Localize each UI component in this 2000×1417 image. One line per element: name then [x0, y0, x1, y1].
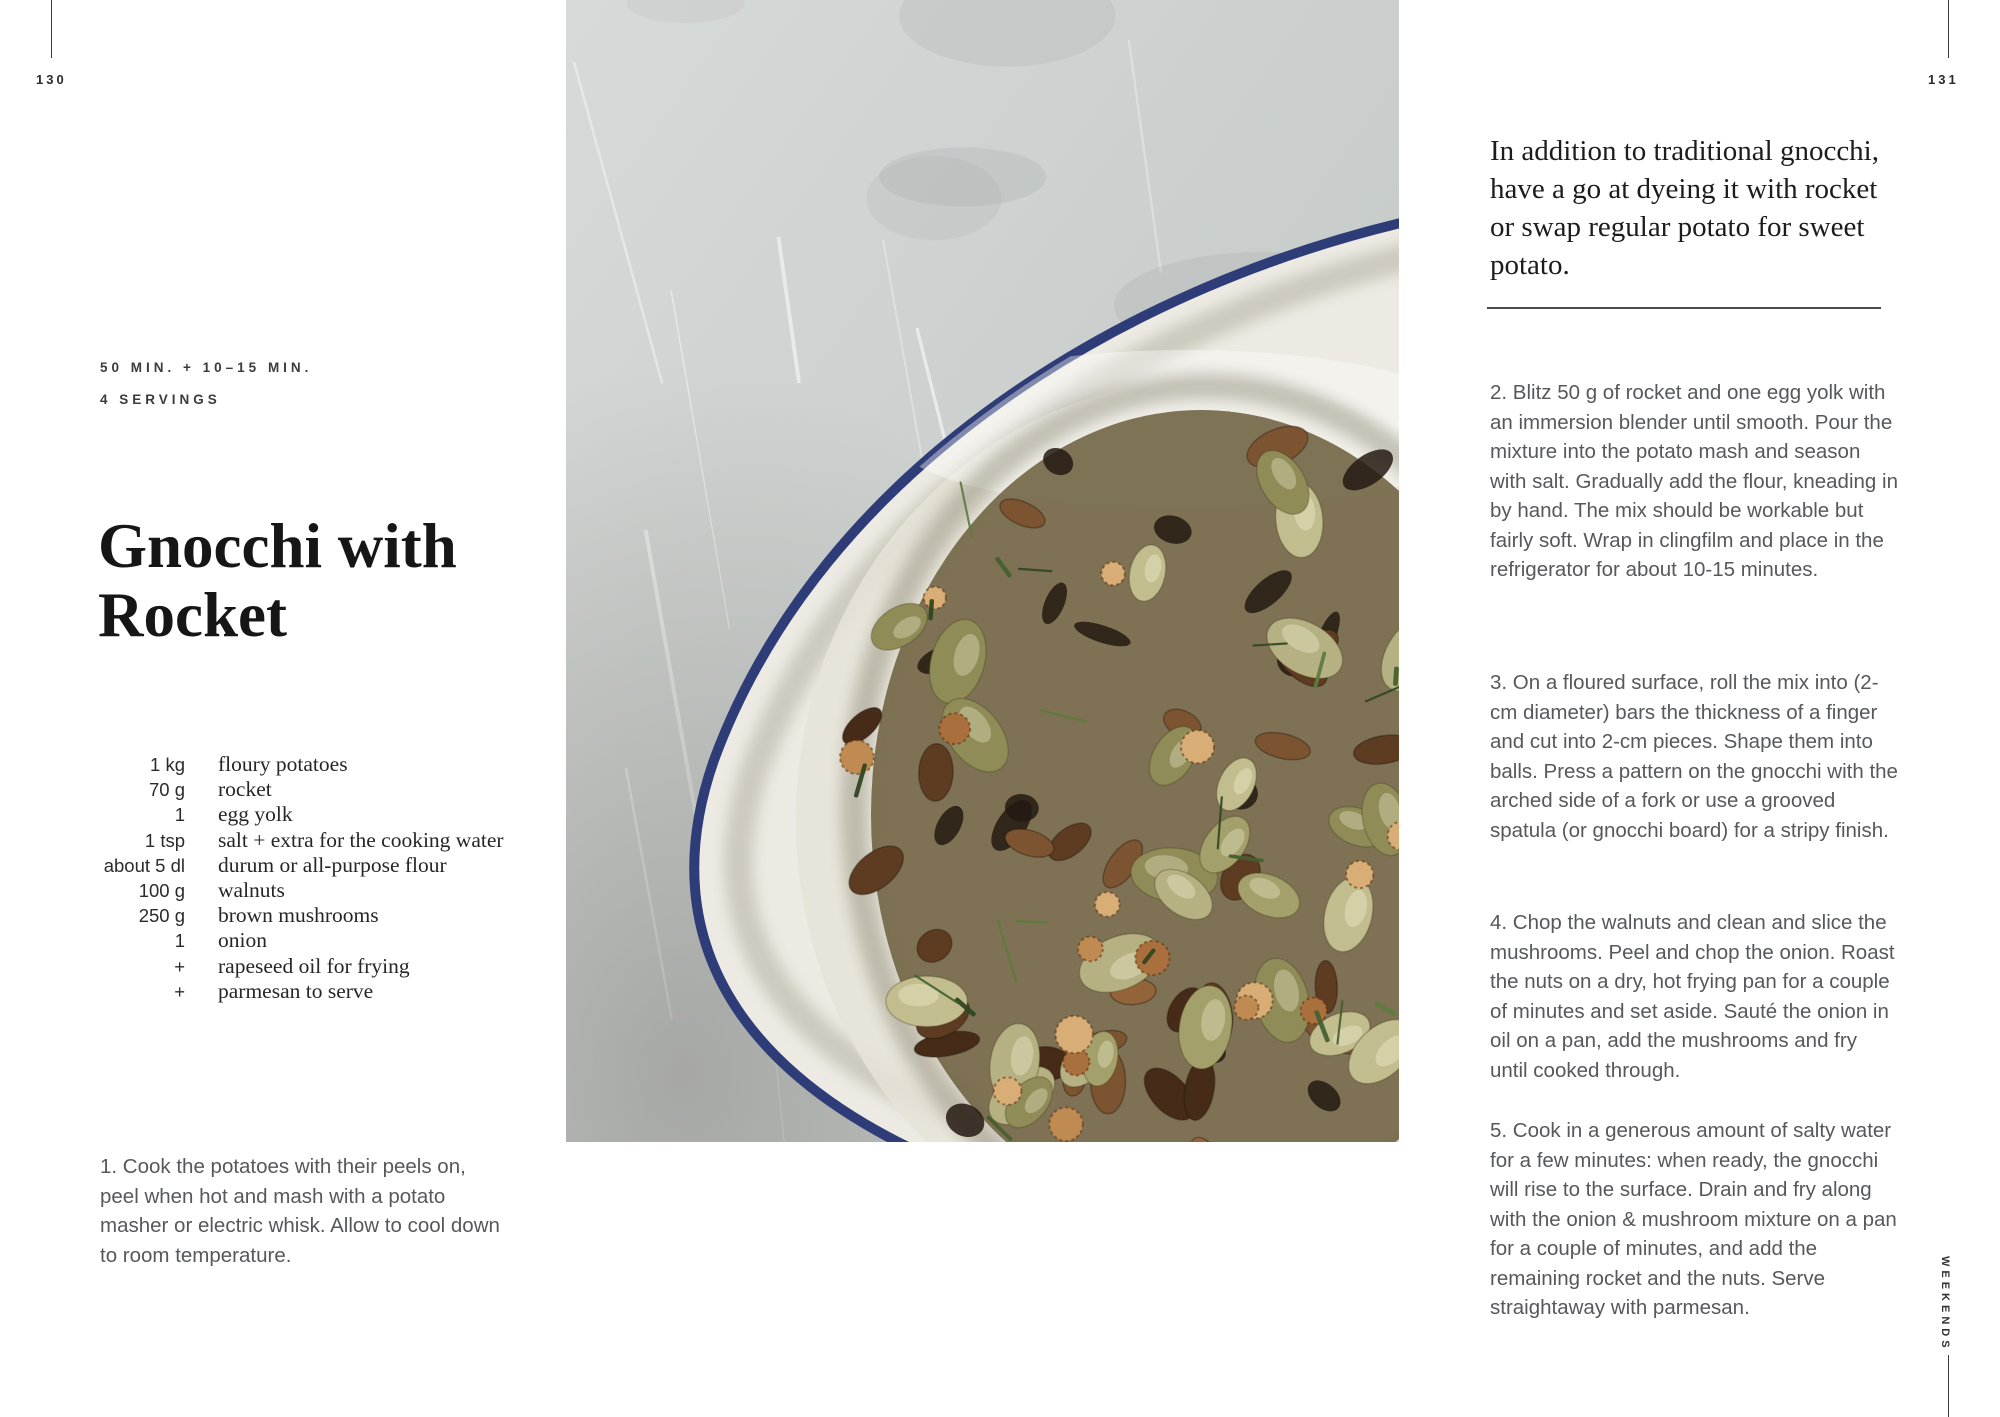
recipe-time: 50 MIN. + 10–15 MIN. — [100, 360, 313, 375]
ingredient-row — [70, 853, 540, 878]
ingredient-list — [70, 752, 540, 1004]
recipe-photo-illustration — [566, 0, 1399, 1142]
ingredient-row — [70, 878, 540, 903]
ingredient-name: brown mushrooms — [218, 903, 379, 928]
intro-divider-rule — [1487, 307, 1881, 309]
recipe-step-3: 3. On a floured surface, roll the mix into (2-cm diameter) bars the thickness of a finger and cut into 2-cm pieces. Shape them into balls. Press a pattern on the gnocchi with the arched side of a fork or use a grooved spatula (or gnocchi board) for a stripy finish. — [1490, 671, 1898, 842]
ingredient-row — [70, 752, 540, 777]
ingredient-name: parmesan to serve — [218, 978, 374, 1003]
ingredient-name: walnuts — [218, 878, 285, 903]
ingredient-quantity: about 5 dl — [103, 854, 185, 876]
ingredient-name: egg yolk — [218, 802, 293, 827]
ingredient-quantity: 250 g — [138, 905, 185, 927]
recipe-servings: 4 SERVINGS — [100, 392, 221, 407]
ingredient-row — [70, 777, 540, 802]
ingredient-row — [70, 903, 540, 928]
ingredient-quantity: 100 g — [138, 880, 185, 902]
ingredient-row — [70, 828, 540, 853]
recipe-intro-note: In addition to traditional gnocchi, have a go at dyeing it with rocket or swap regular potato for sweet potato. — [1490, 135, 1879, 281]
ingredient-row — [70, 979, 540, 1004]
ingredient-quantity: 1 tsp — [144, 829, 185, 851]
page-number-left: 130 — [36, 72, 67, 87]
ingredient-name: rapeseed oil for frying — [218, 953, 410, 978]
recipe-meta — [100, 360, 312, 424]
ingredient-quantity: 70 g — [148, 779, 185, 801]
crop-mark-left — [51, 0, 52, 58]
ingredient-quantity: 1 — [174, 804, 185, 826]
ingredient-name: salt + extra for the cooking water — [218, 827, 504, 852]
ingredient-name: durum or all-purpose flour — [218, 852, 447, 877]
ingredient-name: floury potatoes — [218, 752, 348, 776]
crop-mark-right — [1948, 0, 1949, 58]
section-rule — [1948, 1355, 1949, 1417]
page-number-right: 131 — [1928, 72, 1959, 87]
recipe-title: Gnocchi with Rocket — [98, 511, 457, 651]
section-label: WEEKENDS — [1939, 1256, 1951, 1352]
ingredient-row — [70, 802, 540, 827]
ingredient-name: onion — [218, 928, 267, 953]
recipe-step-4: 4. Chop the walnuts and clean and slice the mushrooms. Peel and chop the onion. Roast the nuts on a dry, hot frying pan for a couple of minutes and set aside. Sauté the onion in oil on a pan, add the mushrooms and fry until cooked through. — [1490, 911, 1895, 1082]
recipe-step-5: 5. Cook in a generous amount of salty water for a few minutes: when ready, the gnocchi will rise to the surface. Drain and fry along with the onion & mushroom mixture on a pan for a couple of minutes, and add the remaining rocket and the nuts. Serve straightaway with parmesan. — [1490, 1119, 1897, 1319]
ingredient-name: rocket — [218, 777, 272, 802]
recipe-photo — [566, 0, 1399, 1142]
ingredient-quantity: + — [174, 980, 185, 1002]
recipe-step-2: 2. Blitz 50 g of rocket and one egg yolk with an immersion blender until smooth. Pour the mixture into the potato mash and season with salt. Gradually add the flour, kneading in by hand. The mix should be workable but fairly soft. Wrap in clingfilm and place in the refrigerator for about 10-15 minutes. — [1490, 381, 1898, 581]
recipe-step-1: 1. Cook the potatoes with their peels on, peel when hot and mash with a potato masher or electric whisk. Allow to cool down to room temperature. — [100, 1155, 500, 1267]
ingredient-row — [70, 954, 540, 979]
ingredient-quantity: 1 — [174, 930, 185, 952]
ingredient-quantity: + — [174, 955, 185, 977]
ingredient-row — [70, 928, 540, 953]
ingredient-quantity: 1 kg — [150, 754, 185, 775]
